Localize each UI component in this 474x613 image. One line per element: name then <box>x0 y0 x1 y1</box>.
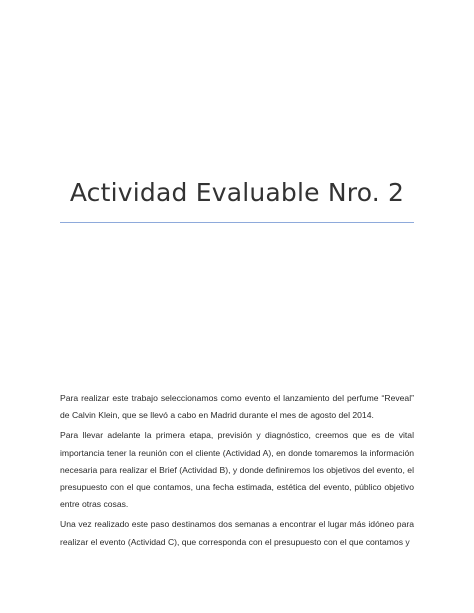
body-paragraph-2: Para llevar adelante la primera etapa, previsión y diagnóstico, creemos que es de vital importancia tener la reunión con el cliente (Actividad A), en donde tomaremos la información necesaria para realizar el Brief (Actividad B), y donde definiremos los objetivos del evento, el presupuesto con el que contamos, una fecha estimada, estética del evento, público objetivo entre otras cosas. <box>60 430 414 510</box>
body-paragraph-1: Para realizar este trabajo seleccionamos como evento el lanzamiento del perfume “Reveal” de Calvin Klein, que se llevó a cabo en Madrid durante el mes de agosto del 2014. <box>60 393 414 421</box>
document-body <box>60 390 414 554</box>
title-underline-divider <box>60 222 414 223</box>
body-paragraph-3: Una vez realizado este paso destinamos dos semanas a encontrar el lugar más idóneo para realizar el evento (Actividad C), que corresponda con el presupuesto con el que contamos y <box>60 519 414 547</box>
document-title: Actividad Evaluable Nro. 2 <box>69 178 405 207</box>
